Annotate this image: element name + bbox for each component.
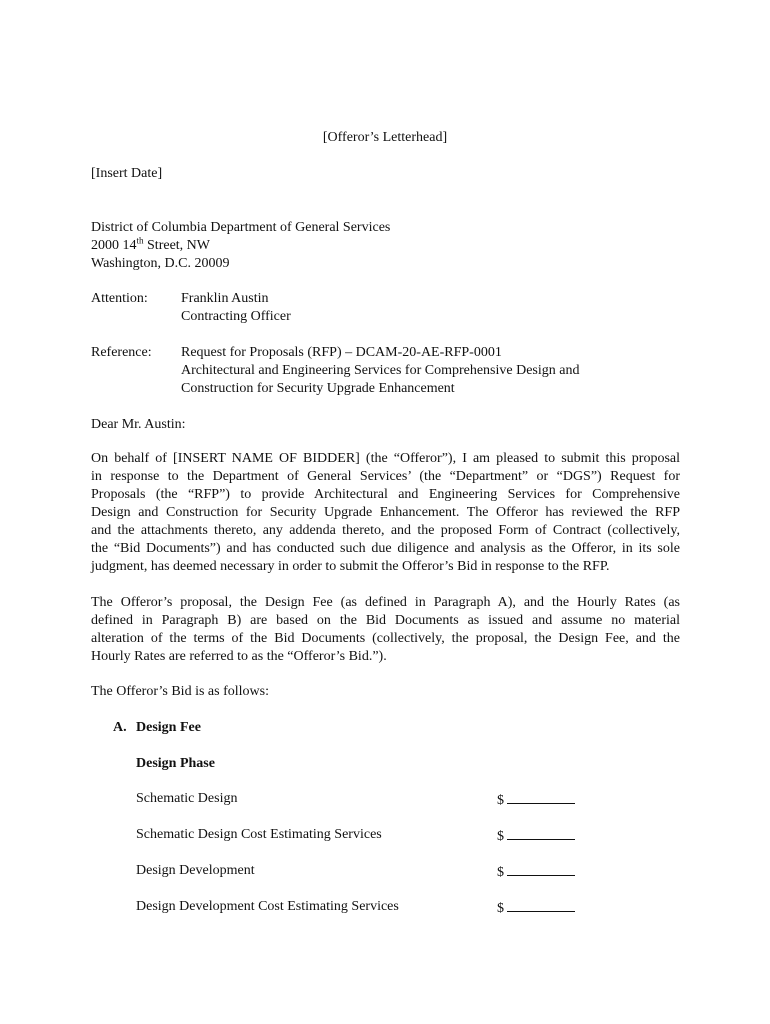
section-heading: Design Fee <box>136 720 201 735</box>
fee-amount <box>497 898 575 918</box>
currency-symbol: $ <box>497 829 504 844</box>
attention-name: Franklin Austin <box>181 291 269 306</box>
street-name: Street, NW <box>143 238 210 253</box>
paragraph-basis <box>91 594 680 666</box>
paragraph-line: The Offeror’s proposal, the Design Fee (as defined in Paragraph A), and the Hourly Rates (as <box>91 595 680 610</box>
recipient-line-1: District of Columbia Department of General Services <box>91 220 391 235</box>
recipient-line-3: Washington, D.C. 20009 <box>91 256 230 271</box>
section-subheading: Design Phase <box>136 756 215 771</box>
amount-blank-line[interactable] <box>507 862 575 876</box>
paragraph-line: Proposals (the “RFP”) to provide Architectural and Engineering Services for Comprehensive <box>91 487 680 502</box>
paragraph-line: and the attachments thereto, any addenda thereto, and the proposed Form of Contract (collectively, <box>91 523 680 538</box>
paragraph-line: Hourly Rates are referred to as the “Offeror’s Bid.”). <box>91 649 387 664</box>
reference-line-1: Request for Proposals (RFP) – DCAM-20-AE-RFP-0001 <box>181 345 502 360</box>
paragraph-line: the “Bid Documents”) and has conducted such due diligence and analysis as the Offeror, in its sole <box>91 541 680 556</box>
bid-intro: The Offeror’s Bid is as follows: <box>91 684 269 699</box>
amount-blank-line[interactable] <box>507 790 575 804</box>
salutation: Dear Mr. Austin: <box>91 417 186 432</box>
reference-line-3: Construction for Security Upgrade Enhancement <box>181 381 455 396</box>
letterhead-placeholder: [Offeror’s Letterhead] <box>322 130 448 145</box>
paragraph-offer <box>91 450 680 576</box>
currency-symbol: $ <box>497 901 504 916</box>
reference-label: Reference: <box>91 345 152 360</box>
fee-amount <box>497 862 575 882</box>
ordinal-suffix: th <box>136 235 144 246</box>
fee-item-label: Schematic Design Cost Estimating Services <box>136 827 382 842</box>
paragraph-line: in response to the Department of General Services’ (the “Department” or “DGS”) Request for <box>91 469 680 484</box>
recipient-line-2 <box>91 237 210 255</box>
paragraph-line: defined in Paragraph B) are based on the Bid Documents as issued and assume no material <box>91 613 680 628</box>
fee-item-label: Schematic Design <box>136 791 238 806</box>
amount-blank-line[interactable] <box>507 898 575 912</box>
fee-item-label: Design Development Cost Estimating Services <box>136 899 399 914</box>
paragraph-line: Design and Construction for Security Upgrade Enhancement. The Offeror has reviewed the RFP <box>91 505 680 520</box>
currency-symbol: $ <box>497 865 504 880</box>
section-marker: A. <box>113 720 127 735</box>
date-placeholder: [Insert Date] <box>91 166 163 181</box>
fee-item-label: Design Development <box>136 863 255 878</box>
fee-amount <box>497 790 575 810</box>
paragraph-line: judgment, has deemed necessary in order to submit the Offeror’s Bid in response to the RFP. <box>91 559 610 574</box>
reference-line-2: Architectural and Engineering Services for Comprehensive Design and <box>181 363 580 378</box>
paragraph-line: On behalf of [INSERT NAME OF BIDDER] (the “Offeror”), I am pleased to submit this proposal <box>91 451 680 466</box>
fee-amount <box>497 826 575 846</box>
currency-symbol: $ <box>497 793 504 808</box>
amount-blank-line[interactable] <box>507 826 575 840</box>
attention-title: Contracting Officer <box>181 309 291 324</box>
attention-label: Attention: <box>91 291 148 306</box>
paragraph-line: alteration of the terms of the Bid Documents (collectively, the proposal, the Design Fee, and the <box>91 631 680 646</box>
street-number: 2000 14 <box>91 238 137 253</box>
